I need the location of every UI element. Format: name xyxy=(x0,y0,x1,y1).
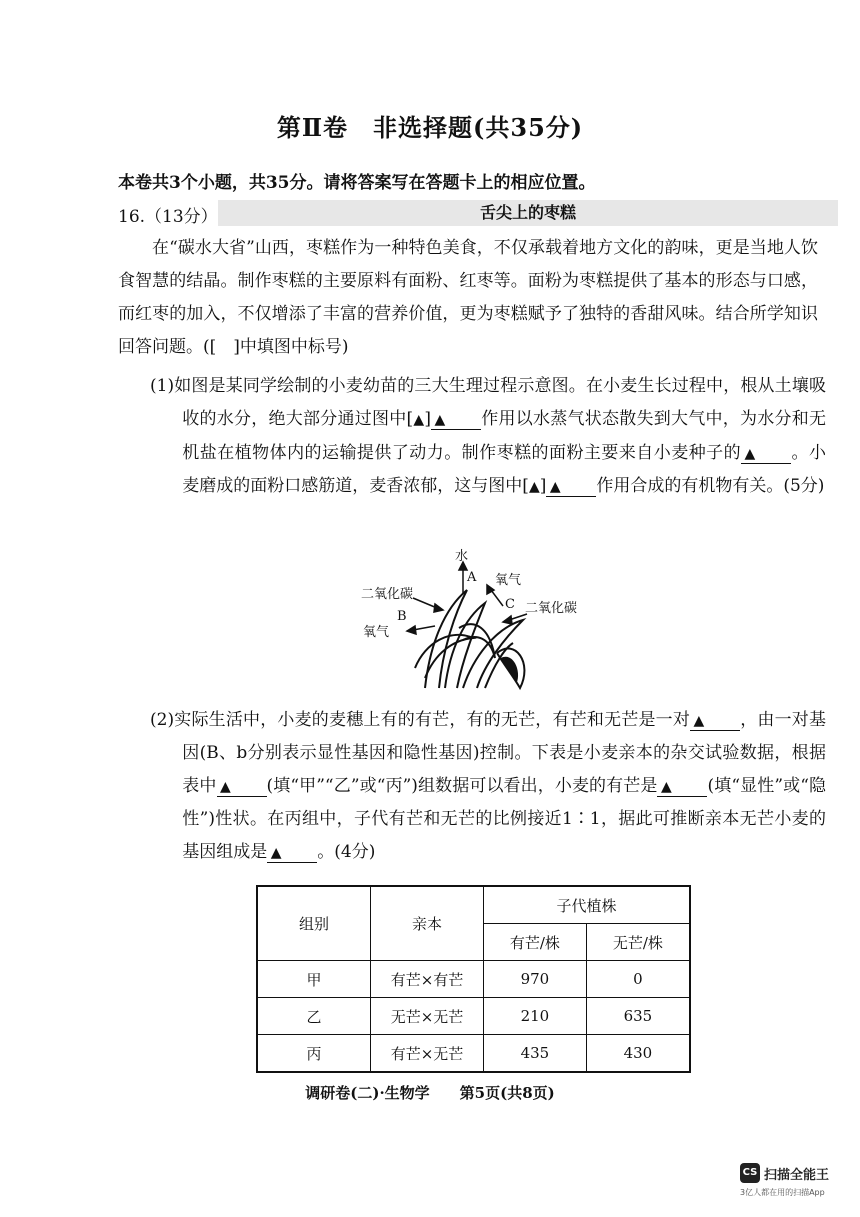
part1-seg3: 作用以水蒸气状态散失到大气中，为水分和无机盐在植物体内的运输提供了动力。制作枣糕的面粉主要来自小麦种子的 xyxy=(182,409,826,463)
leaf-5 xyxy=(459,624,495,658)
cell-parent: 有芒×无芒 xyxy=(371,1035,484,1073)
arrow-c-in-head xyxy=(503,616,512,624)
table-header-row xyxy=(257,886,690,924)
answer-blank-3: ▲ xyxy=(546,478,596,497)
answer-blank-1: ▲ xyxy=(431,411,481,430)
question-number: 16.（13分） xyxy=(118,207,218,227)
cell-awnless: 0 xyxy=(586,961,690,998)
cell-awned: 435 xyxy=(484,1035,587,1073)
arrow-b-out xyxy=(413,626,435,630)
page-footer: 调研卷(二)·生物学 第5页(共8页) xyxy=(305,1084,555,1102)
cell-group: 甲 xyxy=(257,961,371,998)
part1-seg5: ] xyxy=(539,476,547,496)
cell-parent: 无芒×无芒 xyxy=(371,998,484,1035)
header-parent: 亲本 xyxy=(371,886,484,961)
label-c: C xyxy=(505,597,515,612)
part2-seg1: (2)实际生活中，小麦的麦穗上有的有芒，有的无芒，有芒和无芒是一对 xyxy=(150,710,691,730)
cell-awned: 210 xyxy=(484,998,587,1035)
part2-seg2: ，由一对基因(B、b分别表示显性基因和隐性基因)控制。下表是小麦亲本的杂交试验数据，根据表中 xyxy=(182,710,826,796)
scanner-tagline: 3亿人都在用的扫描App xyxy=(740,1188,825,1197)
part2-text xyxy=(150,704,826,869)
part1-seg2: ] xyxy=(424,409,432,429)
part2-seg3: (填“甲”“乙”或“丙”)组数据可以看出，小麦的有芒是 xyxy=(266,776,658,796)
wheat-diagram xyxy=(355,548,595,693)
header-awned: 有芒/株 xyxy=(484,924,587,961)
ear-fill xyxy=(501,657,518,682)
question-paragraph: 在“碳水大省”山西，枣糕作为一种特色美食，不仅承载着地方文化的韵味，更是当地人饮食智慧的结晶。制作枣糕的主要原料有面粉、红枣等。面粉为枣糕提供了基本的形态与口感，而红枣的加入，不仅增添了丰富的营养价值，更为枣糕赋予了独特的香甜风味。结合所学知识回答问题。([ ]中填图中标号) xyxy=(118,238,818,357)
label-water: 水 xyxy=(455,549,469,564)
scanner-logo-icon: CS xyxy=(740,1163,760,1183)
answer-blank-4: ▲ xyxy=(690,712,740,731)
arrow-b-out-head xyxy=(407,626,416,634)
answer-blank-5: ▲ xyxy=(217,778,267,797)
question-banner: 舌尖上的枣糕 xyxy=(218,200,838,226)
arrow-b-in-head xyxy=(434,604,443,612)
table-row xyxy=(257,998,690,1035)
label-a: A xyxy=(467,570,477,585)
header-awnless: 无芒/株 xyxy=(586,924,690,961)
part1-seg4: 。小麦磨成的面粉口感筋道，麦香浓郁，这与图中[ xyxy=(182,443,827,496)
arrow-c-out xyxy=(491,590,503,606)
table-row xyxy=(257,961,690,998)
answer-blank-6: ▲ xyxy=(657,778,707,797)
scanner-watermark xyxy=(740,1163,850,1203)
blank-bracket-1: ▲ xyxy=(413,412,425,428)
header-group: 组别 xyxy=(257,886,371,961)
cross-data-table xyxy=(256,885,691,1073)
answer-blank-7: ▲ xyxy=(267,844,317,863)
label-o2-left: 氧气 xyxy=(363,625,390,640)
label-co2-left: 二氧化碳 xyxy=(361,587,414,602)
section-title: 第Ⅱ卷 非选择题(共35分) xyxy=(276,113,584,142)
part1-seg6: 作用合成的有机物有关。(5分) xyxy=(596,476,825,496)
part2-seg4: (填“显性”或“隐性”)性状。在丙组中，子代有芒和无芒的比例接近1∶1，据此可推断亲本无芒小麦的基因组成是 xyxy=(182,776,827,862)
cell-awned: 970 xyxy=(484,961,587,998)
scanner-app-name: 扫描全能王 xyxy=(764,1168,830,1183)
part1-text xyxy=(150,370,826,504)
label-o2-right: 氧气 xyxy=(495,573,522,588)
header-offspring: 子代植株 xyxy=(484,886,691,924)
cell-parent: 有芒×有芒 xyxy=(371,961,484,998)
label-co2-right: 二氧化碳 xyxy=(525,601,578,616)
label-b: B xyxy=(397,609,407,624)
arrow-b-in xyxy=(413,598,437,608)
part2-seg5: 。(4分) xyxy=(317,842,376,862)
cell-awnless: 430 xyxy=(586,1035,690,1073)
section-intro: 本卷共3个小题，共35分。请将答案写在答题卡上的相应位置。 xyxy=(118,173,596,193)
answer-blank-2: ▲ xyxy=(741,445,791,464)
blank-bracket-2: ▲ xyxy=(528,479,540,495)
cell-awnless: 635 xyxy=(586,998,690,1035)
cell-group: 乙 xyxy=(257,998,371,1035)
cell-group: 丙 xyxy=(257,1035,371,1073)
table-row xyxy=(257,1035,690,1073)
part1-seg1: (1)如图是某同学绘制的小麦幼苗的三大生理过程示意图。在小麦生长过程中，根从土壤吸收的水分，绝大部分通过图中[ xyxy=(150,376,826,429)
